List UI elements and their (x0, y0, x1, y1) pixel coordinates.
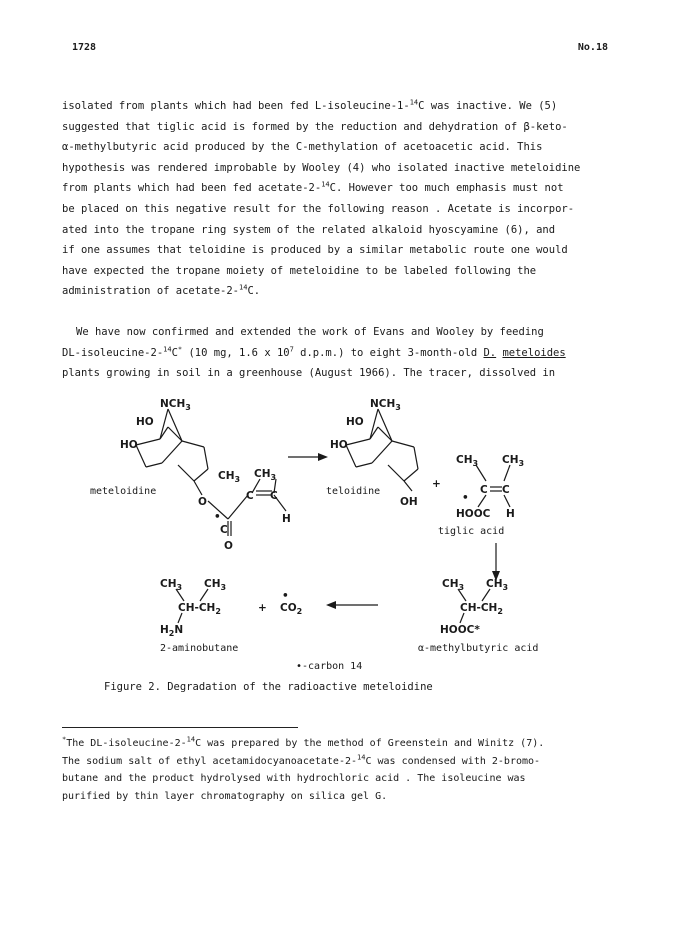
text-line: plants growing in soil in a greenhouse (August 1966). The tracer, dissolved in (62, 367, 556, 380)
label-tiglic-acid: tiglic acid (438, 526, 505, 537)
svg-text:HOOC: HOOC (456, 508, 491, 520)
label-meteloidine: meteloidine (90, 486, 157, 497)
text-line: from plants which had been fed acetate-2-$^{14}$C. However too much emphasis must not (62, 180, 564, 195)
carbon-14-note: •-carbon 14 (296, 661, 363, 672)
text-line: DL-isoleucine-2-$^{14}$C* (10 mg, 1.6 x $10^7$ d.p.m.) to eight 3-month-old D. meteloides (62, 345, 566, 359)
svg-text:CH-CH2: $CH-CH_2$ (178, 602, 221, 616)
text-line: have expected the tropane moiety of meteloidine to be labeled following the (62, 264, 537, 277)
label-teloidine: teloidine (326, 486, 381, 497)
footnote-line: purified by thin layer chromatography on silica gel G. (62, 790, 388, 802)
svg-text:HO: HO (330, 439, 348, 451)
paragraph-2 (62, 322, 632, 384)
svg-text:CH3: $CH_3$ (502, 454, 525, 468)
footnote (62, 735, 637, 805)
svg-text:HO: HO (346, 416, 364, 428)
svg-text:O: O (198, 496, 207, 508)
svg-text:C: C (502, 484, 510, 496)
svg-text:C: C (220, 524, 228, 536)
svg-text:CH3: $CH_3$ (204, 578, 227, 592)
svg-text:NCH3: $NCH_3$ (370, 398, 401, 412)
paragraph-1 (62, 96, 632, 302)
svg-text:OH: OH (400, 496, 418, 508)
svg-text:C: C (246, 490, 254, 502)
svg-text:CO2: $CO_2$ (280, 602, 303, 616)
svg-text:H2N: $H_2N$ (160, 624, 184, 638)
svg-text:H: H (282, 513, 291, 525)
footnote-line: butane and the product hydrolysed with hydrochloric acid . The isoleucine was (62, 773, 526, 784)
svg-text:•: • (282, 590, 289, 602)
degradation-scheme (60, 395, 560, 672)
svg-text:C: C (270, 490, 278, 502)
svg-text:CH-CH2: $CH-CH_2$ (460, 602, 503, 616)
text-line: isolated from plants which had been fed L-isoleucine-1-$^{14}$C was inactive. We (5) (62, 98, 558, 112)
text-line: be placed on this negative result for the following reason . Acetate is incorpor- (62, 202, 575, 215)
svg-text:+: + (432, 478, 441, 490)
text-line: administration of acetate-2-$^{14}$C. (62, 283, 261, 298)
svg-text:CH3: $CH_3$ (456, 454, 479, 468)
text-line: suggested that tiglic acid is formed by the reduction and dehydration of β-keto- (62, 120, 568, 133)
text-line: We have now confirmed and extended the work of Evans and Wooley by feeding (76, 326, 544, 338)
text-line: α-methylbutyric acid produced by the C-methylation of acetoacetic acid. This (62, 141, 543, 154)
svg-text:•: • (214, 511, 221, 523)
label-methylbutyric-acid: α-methylbutyric acid (418, 643, 539, 654)
text-line: if one assumes that teloidine is produced by a similar metabolic route one would (62, 244, 568, 257)
svg-text:HO: HO (136, 416, 154, 428)
svg-text:CH3: $CH_3$ (486, 578, 509, 592)
svg-text:CH3: $CH_3$ (218, 470, 241, 484)
svg-text:O: O (224, 540, 233, 552)
svg-text:C: C (480, 484, 488, 496)
svg-text:•: • (462, 492, 469, 504)
svg-text:CH3: $CH_3$ (160, 578, 183, 592)
journal-number: No.18 (577, 42, 608, 53)
svg-text:CH3: $CH_3$ (442, 578, 465, 592)
svg-text:+: + (258, 602, 267, 614)
footnote-line: *The DL-isoleucine-2-$^{14}$C was prepared by the method of Greenstein and Winitz (7). (62, 735, 545, 749)
figure-caption: Figure 2. Degradation of the radioactive meteloidine (104, 681, 433, 693)
footnote-line: The sodium salt of ethyl acetamidocyanoacetate-2-$^{14}$C was condensed with 2-bromo- (62, 753, 541, 767)
svg-text:H: H (506, 508, 515, 520)
page-number: 1728 (72, 42, 97, 53)
svg-text:HO: HO (120, 439, 138, 451)
svg-text:CH3: $CH_3$ (254, 468, 277, 482)
footnote-divider (62, 727, 298, 728)
svg-text:HOOC*: HOOC* (440, 624, 480, 636)
svg-text:NCH3: $NCH_3$ (160, 398, 191, 412)
text-line: hypothesis was rendered improbable by Wooley (4) who isolated inactive meteloidine (62, 161, 581, 174)
text-line: ated into the tropane ring system of the related alkaloid hyoscyamine (6), and (62, 223, 556, 236)
label-aminobutane: 2-aminobutane (160, 643, 239, 654)
